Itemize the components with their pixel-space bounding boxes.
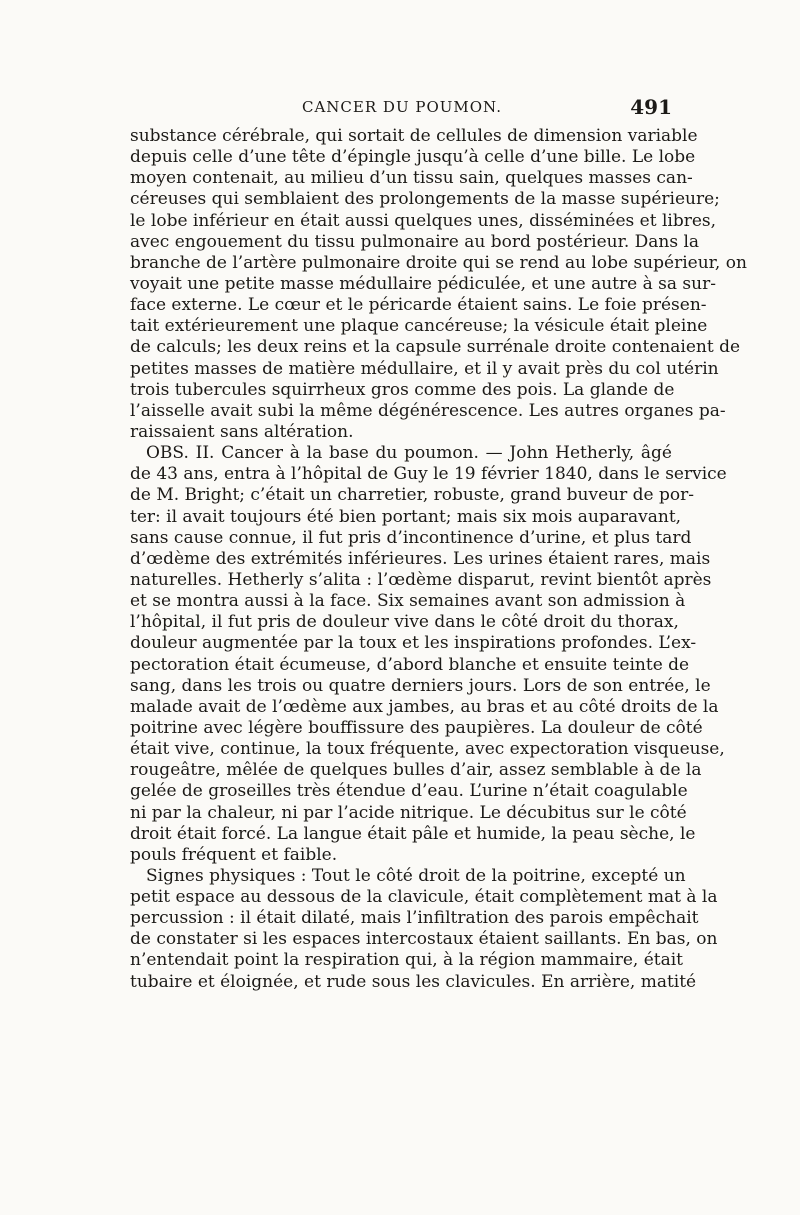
text-line: douleur augmentée par la toux et les inspirations profondes. L’ex- xyxy=(130,633,697,654)
observation-heading-line: OBS. II. Cancer à la base du poumon. — John Hetherly, âgé xyxy=(146,443,672,464)
text-line: l’aisselle avait subi la même dégénérescence. Les autres organes pa- xyxy=(130,400,726,421)
running-title: CANCER DU POUMON. xyxy=(302,98,502,116)
text-line: petites masses de matière médullaire, et il y avait près du col utérin xyxy=(130,358,719,379)
text-line: face externe. Le cœur et le péricarde étaient sains. Le foie présen- xyxy=(130,295,707,316)
text-line: petit espace au dessous de la clavicule, était complètement mat à la xyxy=(130,887,718,908)
text-line: pouls fréquent et faible. xyxy=(130,844,338,865)
text-line: raissaient sans altération. xyxy=(130,421,354,442)
running-head xyxy=(132,95,672,119)
text-line: sans cause connue, il fut pris d’incontinence d’urine, et plus tard xyxy=(130,527,692,548)
text-line: poitrine avec légère bouffissure des paupières. La douleur de côté xyxy=(130,717,703,738)
text-line: branche de l’artère pulmonaire droite qui se rend au lobe supérieur, on xyxy=(130,252,747,273)
text-line: et se montra aussi à la face. Six semaines avant son admission à xyxy=(130,591,686,612)
text-line: moyen contenait, au milieu d’un tissu sain, quelques masses can- xyxy=(130,168,693,189)
text-line: tait extérieurement une plaque cancéreuse; la vésicule était pleine xyxy=(130,316,708,337)
text-line: de constater si les espaces intercostaux étaient saillants. En bas, on xyxy=(130,929,718,950)
text-line: malade avait de l’œdème aux jambes, au bras et au côté droits de la xyxy=(130,696,719,717)
body-text xyxy=(130,126,747,993)
section-heading-line: Signes physiques : Tout le côté droit de la poitrine, excepté un xyxy=(146,865,686,886)
text-line: ter: il avait toujours été bien portant; mais six mois auparavant, xyxy=(130,506,682,527)
text-line: ni par la chaleur, ni par l’acide nitrique. Le décubitus sur le côté xyxy=(130,802,687,823)
text-line: céreuses qui semblaient des prolongements de la masse supérieure; xyxy=(130,189,720,210)
text-line: de M. Bright; c’était un charretier, robuste, grand buveur de por- xyxy=(130,485,694,506)
text-line: tubaire et éloignée, et rude sous les clavicules. En arrière, matité xyxy=(130,971,697,992)
text-line: de 43 ans, entra à l’hôpital de Guy le 19 février 1840, dans le service xyxy=(130,464,727,485)
text-line: sang, dans les trois ou quatre derniers jours. Lors de son entrée, le xyxy=(130,675,711,696)
text-line: gelée de groseilles très étendue d’eau. L’urine n’était coagulable xyxy=(130,781,688,802)
text-line: depuis celle d’une tête d’épingle jusqu’à celle d’une bille. Le lobe xyxy=(130,147,696,168)
text-line: l’hôpital, il fut pris de douleur vive dans le côté droit du thorax, xyxy=(130,612,679,633)
text-line: rougeâtre, mêlée de quelques bulles d’air, assez semblable à de la xyxy=(130,760,702,781)
text-line: substance cérébrale, qui sortait de cellules de dimension variable xyxy=(130,126,698,146)
text-line: trois tubercules squirrheux gros comme des pois. La glande de xyxy=(130,379,675,400)
text-line: de calculs; les deux reins et la capsule surrénale droite contenaient de xyxy=(130,337,741,358)
text-line: pectoration était écumeuse, d’abord blanche et ensuite teinte de xyxy=(130,654,690,675)
text-line: d’œdème des extrémités inférieures. Les urines étaient rares, mais xyxy=(130,548,711,569)
text-line: voyait une petite masse médullaire pédiculée, et une autre à sa sur- xyxy=(130,273,716,294)
text-line: percussion : il était dilaté, mais l’infiltration des parois empêchait xyxy=(130,908,699,929)
text-line: n’entendait point la respiration qui, à la région mammaire, était xyxy=(130,950,683,971)
text-line: avec engouement du tissu pulmonaire au bord postérieur. Dans la xyxy=(130,231,700,252)
page-number: 491 xyxy=(630,95,672,119)
text-line: était vive, continue, la toux fréquente, avec expectoration visqueuse, xyxy=(130,739,725,760)
text-line: droit était forcé. La langue était pâle et humide, la peau sèche, le xyxy=(130,823,696,844)
text-line: le lobe inférieur en était aussi quelques unes, disséminées et libres, xyxy=(130,210,717,231)
text-line: naturelles. Hetherly s’alita : l’œdème disparut, revint bientôt après xyxy=(130,569,712,590)
